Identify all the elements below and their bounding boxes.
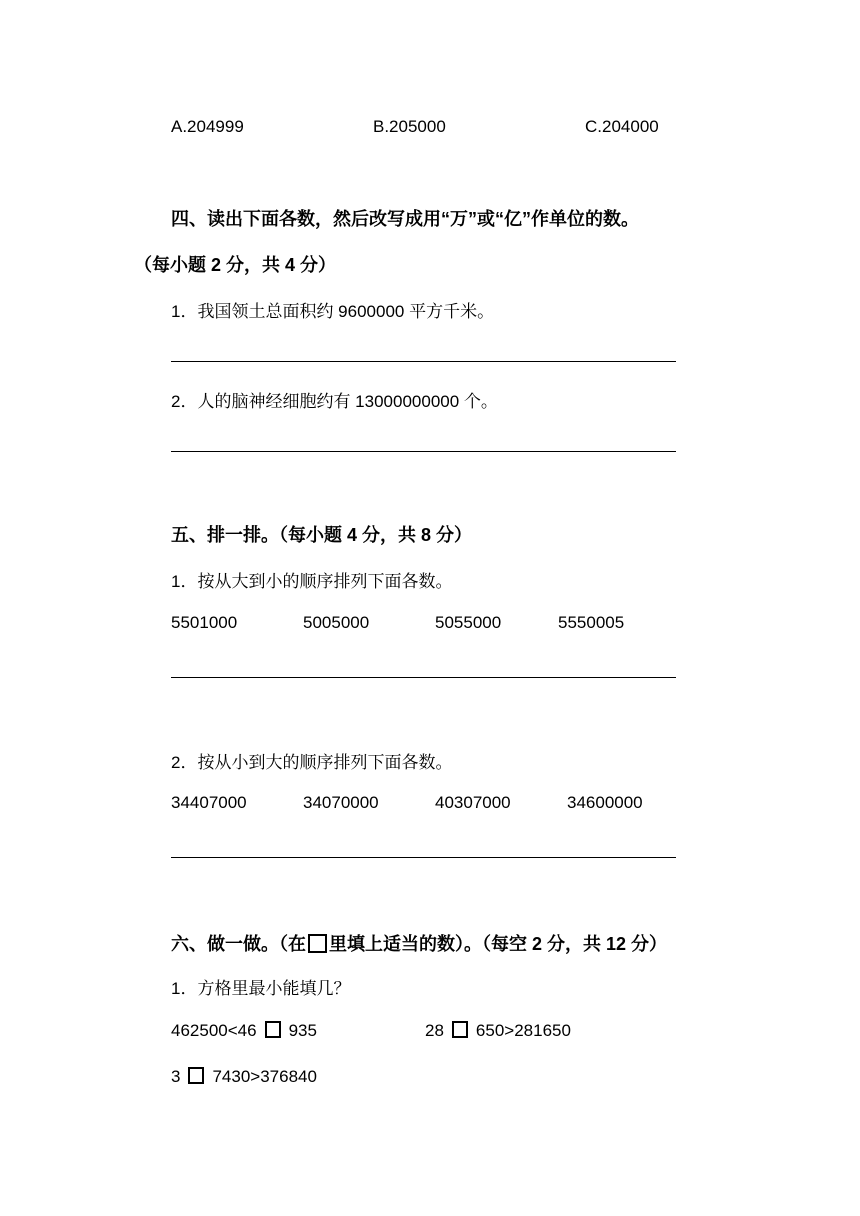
blank-box-icon bbox=[308, 934, 327, 953]
equation-3-left: 3 bbox=[171, 1067, 181, 1086]
section6-title-pre: 六、做一做。（在 bbox=[171, 934, 306, 954]
number-item: 34070000 bbox=[303, 793, 379, 812]
section4-title: 四、读出下面各数，然后改写成用“万”或“亿”作单位的数。 bbox=[171, 209, 639, 229]
number-item: 34600000 bbox=[567, 793, 643, 812]
option-a: A.204999 bbox=[171, 117, 244, 136]
section6-title bbox=[171, 930, 667, 956]
number-item: 5055000 bbox=[435, 613, 502, 632]
section4-question-1: 1．我国领土总面积约 9600000 平方千米。 bbox=[171, 302, 495, 321]
equation-1 bbox=[171, 1021, 317, 1041]
blank-box-input[interactable] bbox=[265, 1021, 281, 1038]
equation-2 bbox=[425, 1021, 571, 1041]
equation-1-left: 462500<46 bbox=[171, 1021, 257, 1040]
equation-3-right: 7430>376840 bbox=[212, 1067, 317, 1086]
number-item: 34407000 bbox=[171, 793, 247, 812]
option-c: C.204000 bbox=[585, 117, 659, 136]
equation-2-right: 650>281650 bbox=[475, 1021, 571, 1040]
section5-title: 五、排一排。（每小题 4 分，共 8 分） bbox=[171, 525, 473, 545]
number-item: 5550005 bbox=[558, 613, 625, 632]
equation-2-left: 28 bbox=[425, 1021, 444, 1040]
blank-box-input[interactable] bbox=[452, 1021, 468, 1038]
option-b: B.205000 bbox=[373, 117, 446, 136]
section5-question-1: 1．按从大到小的顺序排列下面各数。 bbox=[171, 572, 453, 591]
number-item: 40307000 bbox=[435, 793, 511, 812]
equation-1-right: 935 bbox=[288, 1021, 317, 1040]
section6-question-1: 1．方格里最小能填几？ bbox=[171, 979, 351, 998]
number-item: 5501000 bbox=[171, 613, 238, 632]
equation-3 bbox=[171, 1067, 317, 1087]
answer-line-4-2 bbox=[171, 451, 676, 452]
answer-line-5-2 bbox=[171, 857, 676, 858]
blank-box-input[interactable] bbox=[188, 1067, 204, 1084]
answer-line-4-1 bbox=[171, 361, 676, 362]
answer-line-5-1 bbox=[171, 677, 676, 678]
number-item: 5005000 bbox=[303, 613, 370, 632]
section6-title-post: 里填上适当的数）。（每空 2 分，共 12 分） bbox=[329, 934, 668, 954]
section5-question-2: 2．按从小到大的顺序排列下面各数。 bbox=[171, 753, 453, 772]
section4-score: （每小题 2 分，共 4 分） bbox=[134, 255, 337, 275]
section4-question-2: 2．人的脑神经细胞约有 13000000000 个。 bbox=[171, 392, 498, 411]
